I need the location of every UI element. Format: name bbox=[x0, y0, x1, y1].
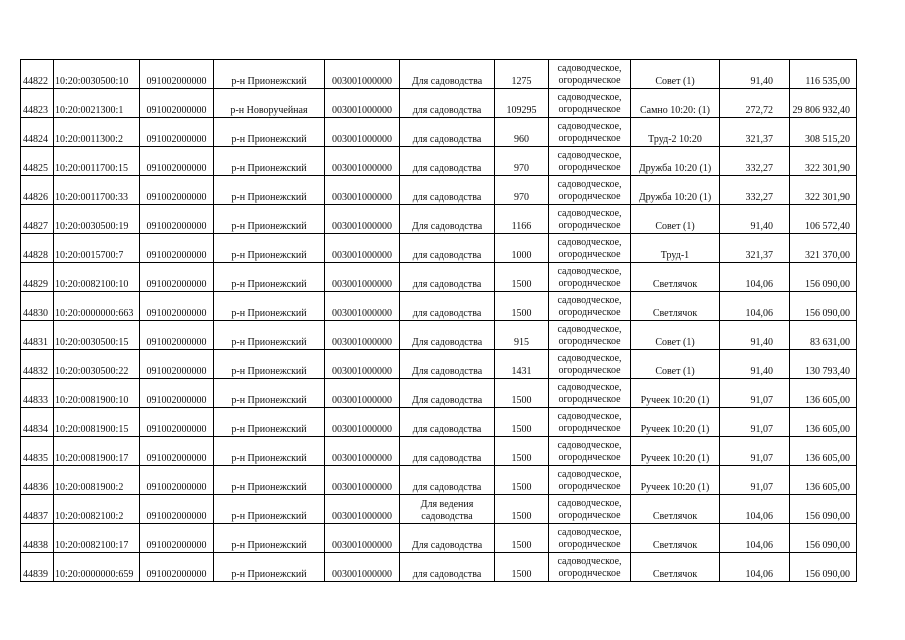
okato-cell: 091002000000 bbox=[140, 176, 214, 205]
cadastral-value-cell: 136 605,00 bbox=[790, 379, 857, 408]
rate-cell: 104,06 bbox=[720, 553, 790, 582]
area-cell: 1500 bbox=[495, 495, 549, 524]
row-id-cell: 44839 bbox=[21, 553, 54, 582]
category-cell: садоводческое, огороднческое bbox=[549, 205, 631, 234]
code-cell: 003001000000 bbox=[325, 321, 400, 350]
district-cell: р-н Прионежский bbox=[214, 292, 325, 321]
district-cell: р-н Прионежский bbox=[214, 466, 325, 495]
association-name-cell: Совет (1) bbox=[631, 60, 720, 89]
district-cell: р-н Прионежский bbox=[214, 350, 325, 379]
area-cell: 970 bbox=[495, 147, 549, 176]
code-cell: 003001000000 bbox=[325, 350, 400, 379]
permitted-use-cell: для садоводства bbox=[400, 176, 495, 205]
table-row bbox=[21, 147, 857, 176]
code-cell: 003001000000 bbox=[325, 495, 400, 524]
category-cell: садоводческое, огороднческое bbox=[549, 60, 631, 89]
row-id-cell: 44823 bbox=[21, 89, 54, 118]
cadastral-value-cell: 156 090,00 bbox=[790, 553, 857, 582]
category-cell: садоводческое, огороднческое bbox=[549, 176, 631, 205]
cadastral-value-cell: 156 090,00 bbox=[790, 292, 857, 321]
rate-cell: 91,07 bbox=[720, 466, 790, 495]
permitted-use-cell: Для садоводства bbox=[400, 60, 495, 89]
association-name-cell: Совет (1) bbox=[631, 321, 720, 350]
cadastral-value-cell: 156 090,00 bbox=[790, 524, 857, 553]
cadastral-value-cell: 130 793,40 bbox=[790, 350, 857, 379]
rate-cell: 91,40 bbox=[720, 350, 790, 379]
table-row bbox=[21, 292, 857, 321]
cadastral-value-cell: 136 605,00 bbox=[790, 408, 857, 437]
okato-cell: 091002000000 bbox=[140, 60, 214, 89]
okato-cell: 091002000000 bbox=[140, 292, 214, 321]
district-cell: р-н Прионежский bbox=[214, 379, 325, 408]
district-cell: р-н Прионежский bbox=[214, 524, 325, 553]
area-cell: 1500 bbox=[495, 553, 549, 582]
code-cell: 003001000000 bbox=[325, 466, 400, 495]
district-cell: р-н Прионежский bbox=[214, 437, 325, 466]
permitted-use-cell: Для садоводства bbox=[400, 524, 495, 553]
cadastral-value-cell: 322 301,90 bbox=[790, 147, 857, 176]
okato-cell: 091002000000 bbox=[140, 350, 214, 379]
area-cell: 1500 bbox=[495, 292, 549, 321]
category-cell: садоводческое, огороднческое bbox=[549, 292, 631, 321]
row-id-cell: 44834 bbox=[21, 408, 54, 437]
cadastral-number-cell: 10:20:0081900:10 bbox=[54, 379, 140, 408]
rate-cell: 332,27 bbox=[720, 176, 790, 205]
district-cell: р-н Прионежский bbox=[214, 205, 325, 234]
permitted-use-cell: для садоводства bbox=[400, 263, 495, 292]
category-cell: садоводческое, огороднческое bbox=[549, 321, 631, 350]
okato-cell: 091002000000 bbox=[140, 553, 214, 582]
area-cell: 109295 bbox=[495, 89, 549, 118]
permitted-use-cell: для садоводства bbox=[400, 234, 495, 263]
category-cell: садоводческое, огороднческое bbox=[549, 408, 631, 437]
permitted-use-cell: для садоводства bbox=[400, 147, 495, 176]
area-cell: 1166 bbox=[495, 205, 549, 234]
association-name-cell: Совет (1) bbox=[631, 205, 720, 234]
code-cell: 003001000000 bbox=[325, 176, 400, 205]
okato-cell: 091002000000 bbox=[140, 118, 214, 147]
category-cell: садоводческое, огороднческое bbox=[549, 234, 631, 263]
association-name-cell: Светлячок bbox=[631, 292, 720, 321]
okato-cell: 091002000000 bbox=[140, 147, 214, 176]
cadastral-number-cell: 10:20:0000000:659 bbox=[54, 553, 140, 582]
table-row bbox=[21, 466, 857, 495]
cadastral-value-cell: 308 515,20 bbox=[790, 118, 857, 147]
table-row bbox=[21, 263, 857, 292]
association-name-cell: Совет (1) bbox=[631, 350, 720, 379]
table-row bbox=[21, 408, 857, 437]
permitted-use-cell: Для ведения садоводства bbox=[400, 495, 495, 524]
district-cell: р-н Прионежский bbox=[214, 60, 325, 89]
area-cell: 970 bbox=[495, 176, 549, 205]
rate-cell: 91,07 bbox=[720, 408, 790, 437]
association-name-cell: Светлячок bbox=[631, 495, 720, 524]
okato-cell: 091002000000 bbox=[140, 263, 214, 292]
cadastral-value-cell: 156 090,00 bbox=[790, 495, 857, 524]
permitted-use-cell: для садоводства bbox=[400, 118, 495, 147]
cadastral-number-cell: 10:20:0081900:15 bbox=[54, 408, 140, 437]
permitted-use-cell: Для садоводства bbox=[400, 321, 495, 350]
cadastral-value-cell: 29 806 932,40 bbox=[790, 89, 857, 118]
okato-cell: 091002000000 bbox=[140, 524, 214, 553]
code-cell: 003001000000 bbox=[325, 553, 400, 582]
code-cell: 003001000000 bbox=[325, 205, 400, 234]
category-cell: садоводческое, огороднческое bbox=[549, 553, 631, 582]
rate-cell: 332,27 bbox=[720, 147, 790, 176]
table-row bbox=[21, 234, 857, 263]
code-cell: 003001000000 bbox=[325, 89, 400, 118]
cadastral-number-cell: 10:20:0030500:15 bbox=[54, 321, 140, 350]
rate-cell: 104,06 bbox=[720, 292, 790, 321]
association-name-cell: Дружба 10:20 (1) bbox=[631, 176, 720, 205]
cadastral-value-cell: 116 535,00 bbox=[790, 60, 857, 89]
code-cell: 003001000000 bbox=[325, 408, 400, 437]
cadastral-number-cell: 10:20:0011300:2 bbox=[54, 118, 140, 147]
table-row bbox=[21, 176, 857, 205]
table-row bbox=[21, 89, 857, 118]
row-id-cell: 44824 bbox=[21, 118, 54, 147]
district-cell: р-н Прионежский bbox=[214, 234, 325, 263]
row-id-cell: 44838 bbox=[21, 524, 54, 553]
code-cell: 003001000000 bbox=[325, 437, 400, 466]
rate-cell: 91,07 bbox=[720, 379, 790, 408]
cadastral-value-cell: 136 605,00 bbox=[790, 466, 857, 495]
row-id-cell: 44835 bbox=[21, 437, 54, 466]
association-name-cell: Дружба 10:20 (1) bbox=[631, 147, 720, 176]
okato-cell: 091002000000 bbox=[140, 321, 214, 350]
association-name-cell: Светлячок bbox=[631, 553, 720, 582]
row-id-cell: 44837 bbox=[21, 495, 54, 524]
permitted-use-cell: Для садоводства bbox=[400, 205, 495, 234]
district-cell: р-н Прионежский bbox=[214, 408, 325, 437]
category-cell: садоводческое, огороднческое bbox=[549, 524, 631, 553]
table-row bbox=[21, 524, 857, 553]
permitted-use-cell: для садоводства bbox=[400, 553, 495, 582]
permitted-use-cell: для садоводства bbox=[400, 408, 495, 437]
code-cell: 003001000000 bbox=[325, 234, 400, 263]
association-name-cell: Ручеек 10:20 (1) bbox=[631, 408, 720, 437]
permitted-use-cell: Для садоводства bbox=[400, 350, 495, 379]
table-row bbox=[21, 118, 857, 147]
okato-cell: 091002000000 bbox=[140, 495, 214, 524]
rate-cell: 91,40 bbox=[720, 60, 790, 89]
cadastral-number-cell: 10:20:0021300:1 bbox=[54, 89, 140, 118]
area-cell: 1500 bbox=[495, 379, 549, 408]
district-cell: р-н Прионежский bbox=[214, 263, 325, 292]
cadastral-value-cell: 156 090,00 bbox=[790, 263, 857, 292]
area-cell: 1275 bbox=[495, 60, 549, 89]
category-cell: садоводческое, огороднческое bbox=[549, 89, 631, 118]
table-row bbox=[21, 321, 857, 350]
okato-cell: 091002000000 bbox=[140, 205, 214, 234]
rate-cell: 104,06 bbox=[720, 524, 790, 553]
rate-cell: 104,06 bbox=[720, 263, 790, 292]
row-id-cell: 44836 bbox=[21, 466, 54, 495]
permitted-use-cell: для садоводства bbox=[400, 292, 495, 321]
category-cell: садоводческое, огороднческое bbox=[549, 350, 631, 379]
association-name-cell: Ручеек 10:20 (1) bbox=[631, 466, 720, 495]
association-name-cell: Труд-1 bbox=[631, 234, 720, 263]
cadastral-value-cell: 136 605,00 bbox=[790, 437, 857, 466]
row-id-cell: 44830 bbox=[21, 292, 54, 321]
cadastral-number-cell: 10:20:0030500:22 bbox=[54, 350, 140, 379]
cadastral-number-cell: 10:20:0011700:33 bbox=[54, 176, 140, 205]
district-cell: р-н Прионежский bbox=[214, 553, 325, 582]
row-id-cell: 44825 bbox=[21, 147, 54, 176]
rate-cell: 272,72 bbox=[720, 89, 790, 118]
association-name-cell: Светлячок bbox=[631, 524, 720, 553]
cadastral-number-cell: 10:20:0011700:15 bbox=[54, 147, 140, 176]
okato-cell: 091002000000 bbox=[140, 437, 214, 466]
data-table bbox=[20, 59, 857, 582]
okato-cell: 091002000000 bbox=[140, 89, 214, 118]
area-cell: 915 bbox=[495, 321, 549, 350]
okato-cell: 091002000000 bbox=[140, 379, 214, 408]
association-name-cell: Светлячок bbox=[631, 263, 720, 292]
district-cell: р-н Прионежский bbox=[214, 147, 325, 176]
table-row bbox=[21, 60, 857, 89]
category-cell: садоводческое, огороднческое bbox=[549, 118, 631, 147]
association-name-cell: Труд-2 10:20 bbox=[631, 118, 720, 147]
area-cell: 1000 bbox=[495, 234, 549, 263]
district-cell: р-н Новоручейная bbox=[214, 89, 325, 118]
category-cell: садоводческое, огороднческое bbox=[549, 466, 631, 495]
rate-cell: 321,37 bbox=[720, 234, 790, 263]
code-cell: 003001000000 bbox=[325, 60, 400, 89]
rate-cell: 321,37 bbox=[720, 118, 790, 147]
area-cell: 1500 bbox=[495, 524, 549, 553]
district-cell: р-н Прионежский bbox=[214, 118, 325, 147]
rate-cell: 91,40 bbox=[720, 205, 790, 234]
district-cell: р-н Прионежский bbox=[214, 176, 325, 205]
cadastral-number-cell: 10:20:0000000:663 bbox=[54, 292, 140, 321]
permitted-use-cell: для садоводства bbox=[400, 466, 495, 495]
area-cell: 1500 bbox=[495, 437, 549, 466]
cadastral-value-cell: 321 370,00 bbox=[790, 234, 857, 263]
code-cell: 003001000000 bbox=[325, 118, 400, 147]
code-cell: 003001000000 bbox=[325, 292, 400, 321]
okato-cell: 091002000000 bbox=[140, 466, 214, 495]
permitted-use-cell: для садоводства bbox=[400, 437, 495, 466]
association-name-cell: Ручеек 10:20 (1) bbox=[631, 437, 720, 466]
district-cell: р-н Прионежский bbox=[214, 321, 325, 350]
rate-cell: 91,07 bbox=[720, 437, 790, 466]
association-name-cell: Самно 10:20: (1) bbox=[631, 89, 720, 118]
cadastral-value-cell: 322 301,90 bbox=[790, 176, 857, 205]
cadastral-number-cell: 10:20:0015700:7 bbox=[54, 234, 140, 263]
table-row bbox=[21, 495, 857, 524]
code-cell: 003001000000 bbox=[325, 147, 400, 176]
area-cell: 960 bbox=[495, 118, 549, 147]
cadastral-value-cell: 106 572,40 bbox=[790, 205, 857, 234]
area-cell: 1500 bbox=[495, 408, 549, 437]
rate-cell: 91,40 bbox=[720, 321, 790, 350]
category-cell: садоводческое, огороднческое bbox=[549, 495, 631, 524]
table-row bbox=[21, 553, 857, 582]
row-id-cell: 44831 bbox=[21, 321, 54, 350]
table-row bbox=[21, 205, 857, 234]
code-cell: 003001000000 bbox=[325, 263, 400, 292]
row-id-cell: 44826 bbox=[21, 176, 54, 205]
table-row bbox=[21, 350, 857, 379]
area-cell: 1500 bbox=[495, 263, 549, 292]
table-row bbox=[21, 437, 857, 466]
cadastral-number-cell: 10:20:0081900:17 bbox=[54, 437, 140, 466]
cadastral-number-cell: 10:20:0082100:10 bbox=[54, 263, 140, 292]
cadastral-number-cell: 10:20:0030500:19 bbox=[54, 205, 140, 234]
category-cell: садоводческое, огороднческое bbox=[549, 379, 631, 408]
cadastral-number-cell: 10:20:0082100:2 bbox=[54, 495, 140, 524]
row-id-cell: 44833 bbox=[21, 379, 54, 408]
cadastral-number-cell: 10:20:0082100:17 bbox=[54, 524, 140, 553]
district-cell: р-н Прионежский bbox=[214, 495, 325, 524]
category-cell: садоводческое, огороднческое bbox=[549, 147, 631, 176]
code-cell: 003001000000 bbox=[325, 379, 400, 408]
cadastral-number-cell: 10:20:0030500:10 bbox=[54, 60, 140, 89]
permitted-use-cell: для садоводства bbox=[400, 89, 495, 118]
rate-cell: 104,06 bbox=[720, 495, 790, 524]
okato-cell: 091002000000 bbox=[140, 234, 214, 263]
area-cell: 1500 bbox=[495, 466, 549, 495]
okato-cell: 091002000000 bbox=[140, 408, 214, 437]
cadastral-number-cell: 10:20:0081900:2 bbox=[54, 466, 140, 495]
table-body bbox=[21, 60, 857, 582]
row-id-cell: 44828 bbox=[21, 234, 54, 263]
row-id-cell: 44829 bbox=[21, 263, 54, 292]
area-cell: 1431 bbox=[495, 350, 549, 379]
category-cell: садоводческое, огороднческое bbox=[549, 263, 631, 292]
category-cell: садоводческое, огороднческое bbox=[549, 437, 631, 466]
row-id-cell: 44827 bbox=[21, 205, 54, 234]
row-id-cell: 44822 bbox=[21, 60, 54, 89]
table-row bbox=[21, 379, 857, 408]
permitted-use-cell: Для садоводства bbox=[400, 379, 495, 408]
cadastral-value-cell: 83 631,00 bbox=[790, 321, 857, 350]
association-name-cell: Ручеек 10:20 (1) bbox=[631, 379, 720, 408]
code-cell: 003001000000 bbox=[325, 524, 400, 553]
row-id-cell: 44832 bbox=[21, 350, 54, 379]
